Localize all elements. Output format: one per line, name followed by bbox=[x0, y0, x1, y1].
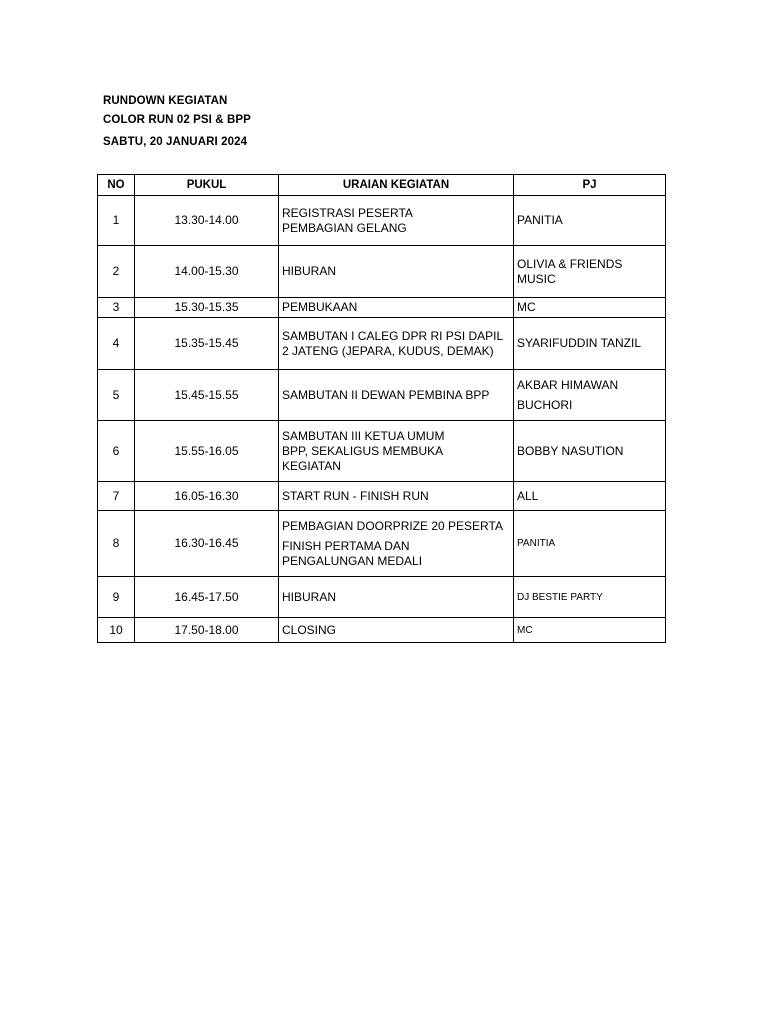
table-row bbox=[98, 318, 666, 370]
cell-pukul: 14.00-15.30 bbox=[135, 246, 279, 298]
table-row bbox=[98, 618, 666, 643]
table-row bbox=[98, 577, 666, 618]
table-header-row bbox=[98, 175, 666, 196]
cell-uraian bbox=[279, 511, 514, 577]
table-row bbox=[98, 370, 666, 421]
cell-uraian-line: REGISTRASI PESERTA bbox=[282, 205, 413, 220]
document-title: RUNDOWN KEGIATAN bbox=[103, 95, 228, 107]
table-row bbox=[98, 196, 666, 246]
cell-pj: MC bbox=[514, 298, 666, 318]
cell-pj: PANITIA bbox=[514, 511, 666, 577]
cell-uraian bbox=[279, 196, 514, 246]
cell-no: 8 bbox=[98, 511, 135, 577]
cell-uraian-line: PEMBAGIAN DOORPRIZE 20 PESERTA bbox=[282, 518, 503, 533]
column-header-pj: PJ bbox=[514, 175, 666, 196]
cell-pukul: 16.05-16.30 bbox=[135, 482, 279, 511]
cell-pukul: 16.30-16.45 bbox=[135, 511, 279, 577]
cell-pj-line: AKBAR HIMAWAN bbox=[517, 377, 619, 392]
cell-uraian-line: 2 JATENG (JEPARA, KUDUS, DEMAK) bbox=[282, 343, 494, 358]
cell-no: 4 bbox=[98, 318, 135, 370]
cell-uraian: HIBURAN bbox=[279, 246, 514, 298]
cell-pj: SYARIFUDDIN TANZIL bbox=[514, 318, 666, 370]
column-header-no: NO bbox=[98, 175, 135, 196]
cell-pukul: 15.30-15.35 bbox=[135, 298, 279, 318]
cell-pukul: 16.45-17.50 bbox=[135, 577, 279, 618]
cell-uraian-line: PEMBAGIAN GELANG bbox=[282, 220, 407, 235]
cell-uraian-line: KEGIATAN bbox=[282, 458, 341, 473]
cell-uraian: START RUN - FINISH RUN bbox=[279, 482, 514, 511]
cell-pj-line: BUCHORI bbox=[517, 397, 573, 412]
cell-no: 5 bbox=[98, 370, 135, 421]
cell-pj: PANITIA bbox=[514, 196, 666, 246]
cell-uraian-line: PENGALUNGAN MEDALI bbox=[282, 553, 423, 568]
cell-uraian bbox=[279, 318, 514, 370]
cell-no: 2 bbox=[98, 246, 135, 298]
table-row bbox=[98, 298, 666, 318]
cell-pj: DJ BESTIE PARTY bbox=[514, 577, 666, 618]
cell-uraian: SAMBUTAN II DEWAN PEMBINA BPP bbox=[279, 370, 514, 421]
cell-uraian: PEMBUKAAN bbox=[279, 298, 514, 318]
cell-pj: MC bbox=[514, 618, 666, 643]
cell-no: 6 bbox=[98, 421, 135, 482]
cell-uraian: HIBURAN bbox=[279, 577, 514, 618]
column-header-pukul: PUKUL bbox=[135, 175, 279, 196]
cell-pj: ALL bbox=[514, 482, 666, 511]
cell-pj: OLIVIA & FRIENDS MUSIC bbox=[514, 246, 666, 298]
cell-uraian-line: SAMBUTAN I CALEG DPR RI PSI DAPIL bbox=[282, 328, 504, 343]
cell-no: 9 bbox=[98, 577, 135, 618]
rundown-table bbox=[97, 174, 666, 643]
table-row bbox=[98, 482, 666, 511]
cell-pukul: 15.45-15.55 bbox=[135, 370, 279, 421]
cell-pj: BOBBY NASUTION bbox=[514, 421, 666, 482]
event-date: SABTU, 20 JANUARI 2024 bbox=[103, 136, 248, 148]
table-row bbox=[98, 246, 666, 298]
column-header-uraian-kegiatan: URAIAN KEGIATAN bbox=[279, 175, 514, 196]
cell-no: 3 bbox=[98, 298, 135, 318]
cell-uraian-line: SAMBUTAN III KETUA UMUM bbox=[282, 428, 445, 443]
cell-pj bbox=[514, 370, 666, 421]
cell-pukul: 17.50-18.00 bbox=[135, 618, 279, 643]
cell-pukul: 15.35-15.45 bbox=[135, 318, 279, 370]
table-row bbox=[98, 511, 666, 577]
event-name: COLOR RUN 02 PSI & BPP bbox=[103, 114, 251, 126]
cell-no: 7 bbox=[98, 482, 135, 511]
cell-no: 1 bbox=[98, 196, 135, 246]
cell-uraian bbox=[279, 421, 514, 482]
cell-pukul: 13.30-14.00 bbox=[135, 196, 279, 246]
cell-uraian-line: FINISH PERTAMA DAN bbox=[282, 538, 410, 553]
table-row bbox=[98, 421, 666, 482]
cell-pukul: 15.55-16.05 bbox=[135, 421, 279, 482]
cell-uraian: CLOSING bbox=[279, 618, 514, 643]
cell-uraian-line: BPP, SEKALIGUS MEMBUKA bbox=[282, 443, 444, 458]
cell-no: 10 bbox=[98, 618, 135, 643]
